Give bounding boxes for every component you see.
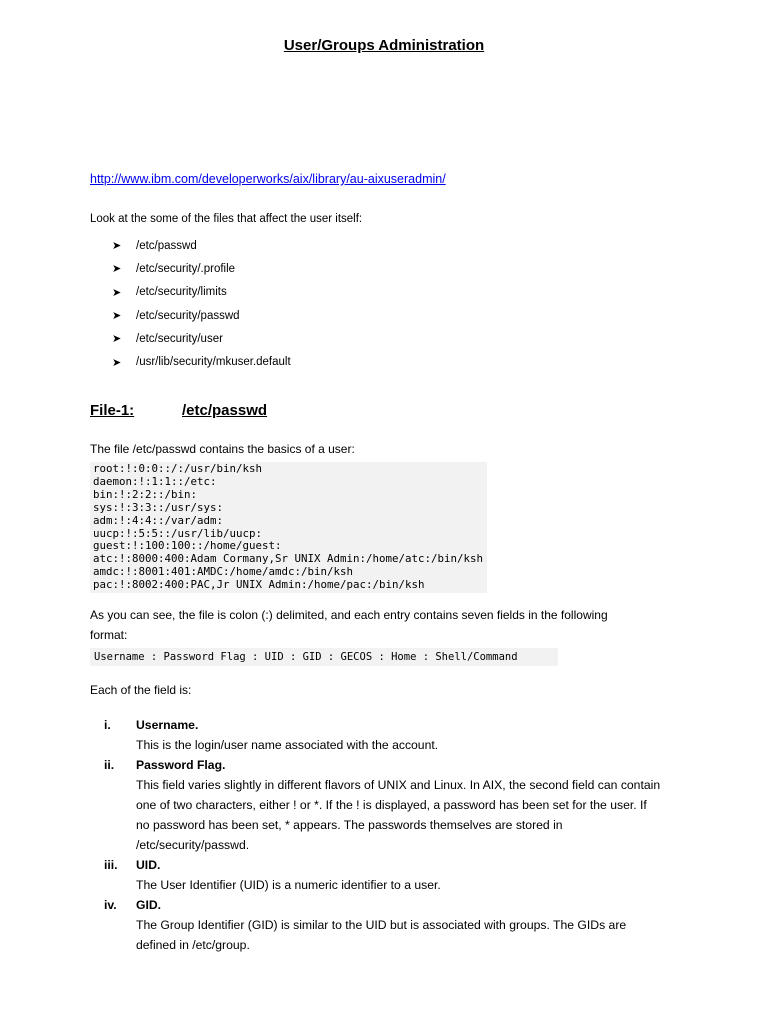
section-name: /etc/passwd <box>182 402 268 419</box>
list-item <box>112 234 291 257</box>
list-item <box>112 327 291 350</box>
section-heading <box>90 402 267 419</box>
field-item-password-flag <box>90 755 690 855</box>
file-path: /etc/security/.profile <box>136 262 236 275</box>
field-desc-line: defined in /etc/group. <box>136 938 250 952</box>
field-desc-line: no password has been set, * appears. The passwords themselves are stored in <box>136 818 563 832</box>
code-line: pac:!:8002:400:PAC,Jr UNIX Admin:/home/pac:/bin/ksh <box>93 578 425 592</box>
code-line: amdc:!:8001:401:AMDC:/home/amdc:/bin/ksh <box>93 565 354 579</box>
list-item <box>112 281 291 304</box>
format-intro-line-2: format: <box>90 628 128 642</box>
code-line: guest:!:100:100::/home/guest: <box>93 539 282 553</box>
code-line: sys:!:3:3::/usr/sys: <box>93 500 224 514</box>
field-desc-line: The Group Identifier (GID) is similar to the UID but is associated with groups. The GIDs are <box>136 918 627 932</box>
passwd-intro: The file /etc/passwd contains the basics of a user: <box>90 442 355 456</box>
code-line: root:!:0:0::/:/usr/bin/ksh <box>93 462 263 475</box>
files-intro: Look at the some of the files that affect the user itself: <box>90 213 363 225</box>
field-name: UID. <box>136 858 161 872</box>
arrow-bullet-icon: ➤ <box>112 286 122 299</box>
field-number: iv. <box>104 898 117 912</box>
field-item-username <box>90 715 690 755</box>
field-name: Username. <box>136 718 199 732</box>
arrow-bullet-icon: ➤ <box>112 356 122 369</box>
field-name: GID. <box>136 898 162 912</box>
field-desc-line: /etc/security/passwd. <box>136 838 250 852</box>
section-number: File-1: <box>90 402 135 419</box>
arrow-bullet-icon: ➤ <box>112 333 122 346</box>
code-line: daemon:!:1:1::/etc: <box>93 474 217 488</box>
fields-intro: Each of the field is: <box>90 683 192 697</box>
field-desc-line: This field varies slightly in different flavors of UNIX and Linux. In AIX, the second field can contain <box>136 778 661 792</box>
list-item <box>112 304 291 327</box>
field-number: i. <box>104 718 111 732</box>
file-path: /etc/security/user <box>136 332 223 345</box>
field-name: Password Flag. <box>136 758 226 772</box>
list-item <box>112 350 291 373</box>
field-desc-line: This is the login/user name associated with the account. <box>136 738 439 752</box>
code-line: bin:!:2:2::/bin: <box>93 487 198 501</box>
page-title: User/Groups Administration <box>283 37 485 54</box>
file-path: /usr/lib/security/mkuser.default <box>136 356 291 369</box>
code-line: uucp:!:5:5::/usr/lib/uucp: <box>93 526 263 540</box>
passwd-code-block <box>90 462 487 593</box>
arrow-bullet-icon: ➤ <box>112 240 122 253</box>
list-item <box>112 257 291 280</box>
field-desc-line: The User Identifier (UID) is a numeric identifier to a user. <box>136 878 441 892</box>
field-item-gid <box>90 895 690 955</box>
arrow-bullet-icon: ➤ <box>112 310 122 323</box>
format-code-line: Username : Password Flag : UID : GID : GECOS : Home : Shell/Command <box>90 648 558 666</box>
format-intro-line-1: As you can see, the file is colon (:) delimited, and each entry contains seven fields in the following <box>90 608 608 622</box>
field-number: iii. <box>104 858 118 872</box>
file-path: /etc/security/limits <box>136 286 227 299</box>
file-path: /etc/security/passwd <box>136 309 240 322</box>
code-line: adm:!:4:4::/var/adm: <box>93 513 224 527</box>
reference-link[interactable]: http://www.ibm.com/developerworks/aix/library/au-aixuseradmin/ <box>90 172 446 186</box>
fields-list <box>90 715 690 955</box>
field-item-uid <box>90 855 690 895</box>
code-line: atc:!:8000:400:Adam Cormany,Sr UNIX Admin:/home/atc:/bin/ksh <box>93 552 484 566</box>
field-desc-line: one of two characters, either ! or *. If the ! is displayed, a password has been set for the user. If <box>136 798 647 812</box>
file-path: /etc/passwd <box>136 239 197 252</box>
field-number: ii. <box>104 758 115 772</box>
arrow-bullet-icon: ➤ <box>112 263 122 276</box>
files-list <box>112 234 291 374</box>
